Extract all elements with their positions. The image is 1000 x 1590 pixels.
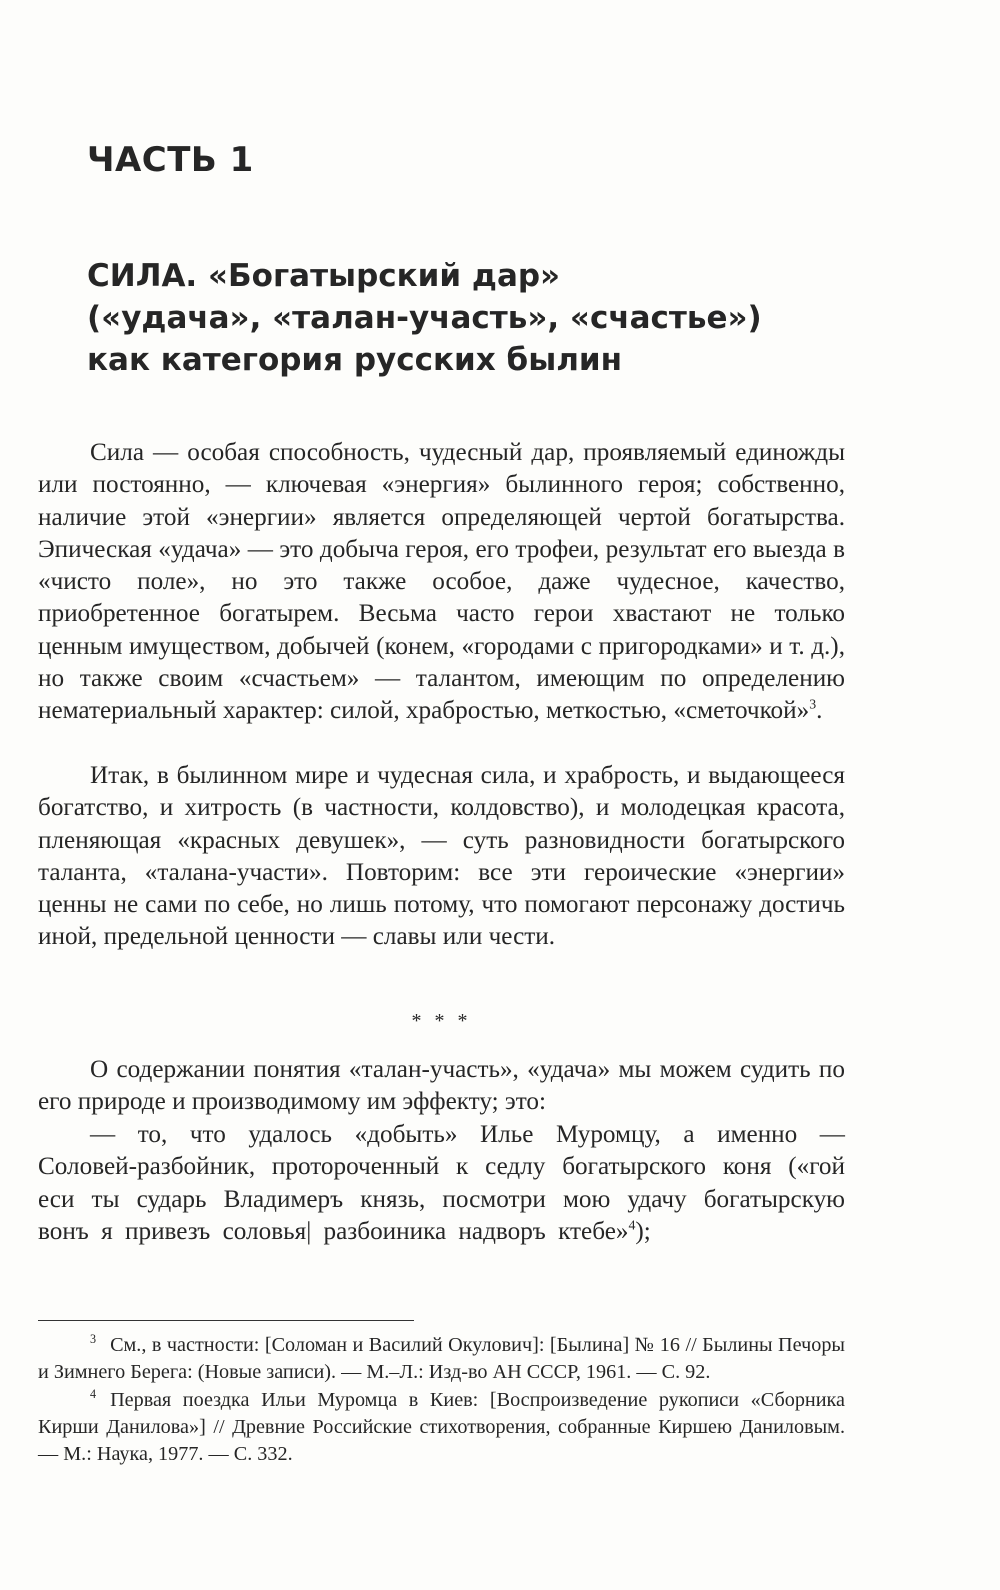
chapter-title-line-1: СИЛА. «Богатырский дар» bbox=[87, 258, 561, 294]
footnote-text: См., в частности: [Соломан и Василий Окулович]: [Былина] № 16 // Былины Печоры и Зимнего Берега: (Новые записи). — М.–Л.: Изд-во АН СССР, 1961. — С. 92. bbox=[38, 1334, 845, 1384]
chapter-title bbox=[87, 255, 887, 381]
paragraph-4-end: ); bbox=[635, 1217, 651, 1245]
paragraph-3 bbox=[38, 1054, 845, 1119]
paragraph-1-end: . bbox=[816, 697, 823, 725]
paragraph-3-text: О содержании понятия «талан-участь», «удача» мы можем судить по его природе и производимому им эффекту; это: bbox=[38, 1056, 845, 1116]
footnotes bbox=[38, 1332, 845, 1468]
footnote-ref-3: 3 bbox=[809, 696, 817, 712]
footnote-4 bbox=[38, 1387, 845, 1469]
footnote-divider bbox=[38, 1320, 414, 1321]
paragraph-2-text: Итак, в былинном мире и чудесная сила, и храбрость, и выдающееся богатство, и хитрость (в частности, колдовство), и молодецкая красота, пленяющая «красных девушек», — суть разновидности богатырского таланта, «талана-участи». Повторим: все эти героические «энергии» ценны не сами по себе, но лишь потому, что помогают персонажу достичь иной, предельной ценности — славы или чести. bbox=[38, 762, 845, 951]
paragraph-4-text: — то, что удалось «добыть» Илье Муромцу, а именно — Соловей-разбойник, протороченный к седлу богатырского коня («гой еси ты сударь Владимеръ князь, посмотри мою удачу богатырскую вонъ я привезъ соловья| разбоиника надворъ ктебе» bbox=[38, 1121, 845, 1245]
paragraph-4 bbox=[38, 1119, 845, 1248]
footnote-3 bbox=[38, 1332, 845, 1387]
footnote-text: Первая поездка Ильи Муромца в Киев: [Воспроизведение рукописи «Сборника Кирши Данилова»] // Древние Российские стихотворения, собранные Киршею Даниловым. — М.: Наука, 1977. — С. 332. bbox=[38, 1388, 845, 1466]
chapter-title-line-2: («удача», «талан-участь», «счастье») bbox=[87, 300, 762, 336]
paragraph-2 bbox=[38, 760, 845, 954]
paragraph-1 bbox=[38, 437, 845, 728]
footnote-number: 4 bbox=[90, 1386, 97, 1401]
footnote-ref-4: 4 bbox=[628, 1217, 636, 1233]
section-separator: * * * bbox=[411, 1010, 472, 1032]
chapter-title-line-3: как категория русских былин bbox=[87, 342, 623, 378]
part-title: ЧАСТЬ 1 bbox=[87, 140, 254, 180]
footnote-number: 3 bbox=[90, 1332, 97, 1347]
paragraph-1-text: Сила — особая способность, чудесный дар, проявляемый единожды или постоянно, — ключевая «энергия» былинного героя; собственно, наличие этой «энергии» является определяющей чертой богатырства. Эпическая «удача» — это добыча героя, его трофеи, результат его выезда в «чисто поле», но это также особое, даже чудесное, качество, приобретенное богатырем. Весьма часто герои хвастают не только ценным имуществом, добычей (конем, «городами с пригородками» и т. д.), но также своим «счастьем» — талантом, имеющим по определению нематериальный характер: силой, храбростью, меткостью, «сметочкой» bbox=[38, 439, 845, 725]
